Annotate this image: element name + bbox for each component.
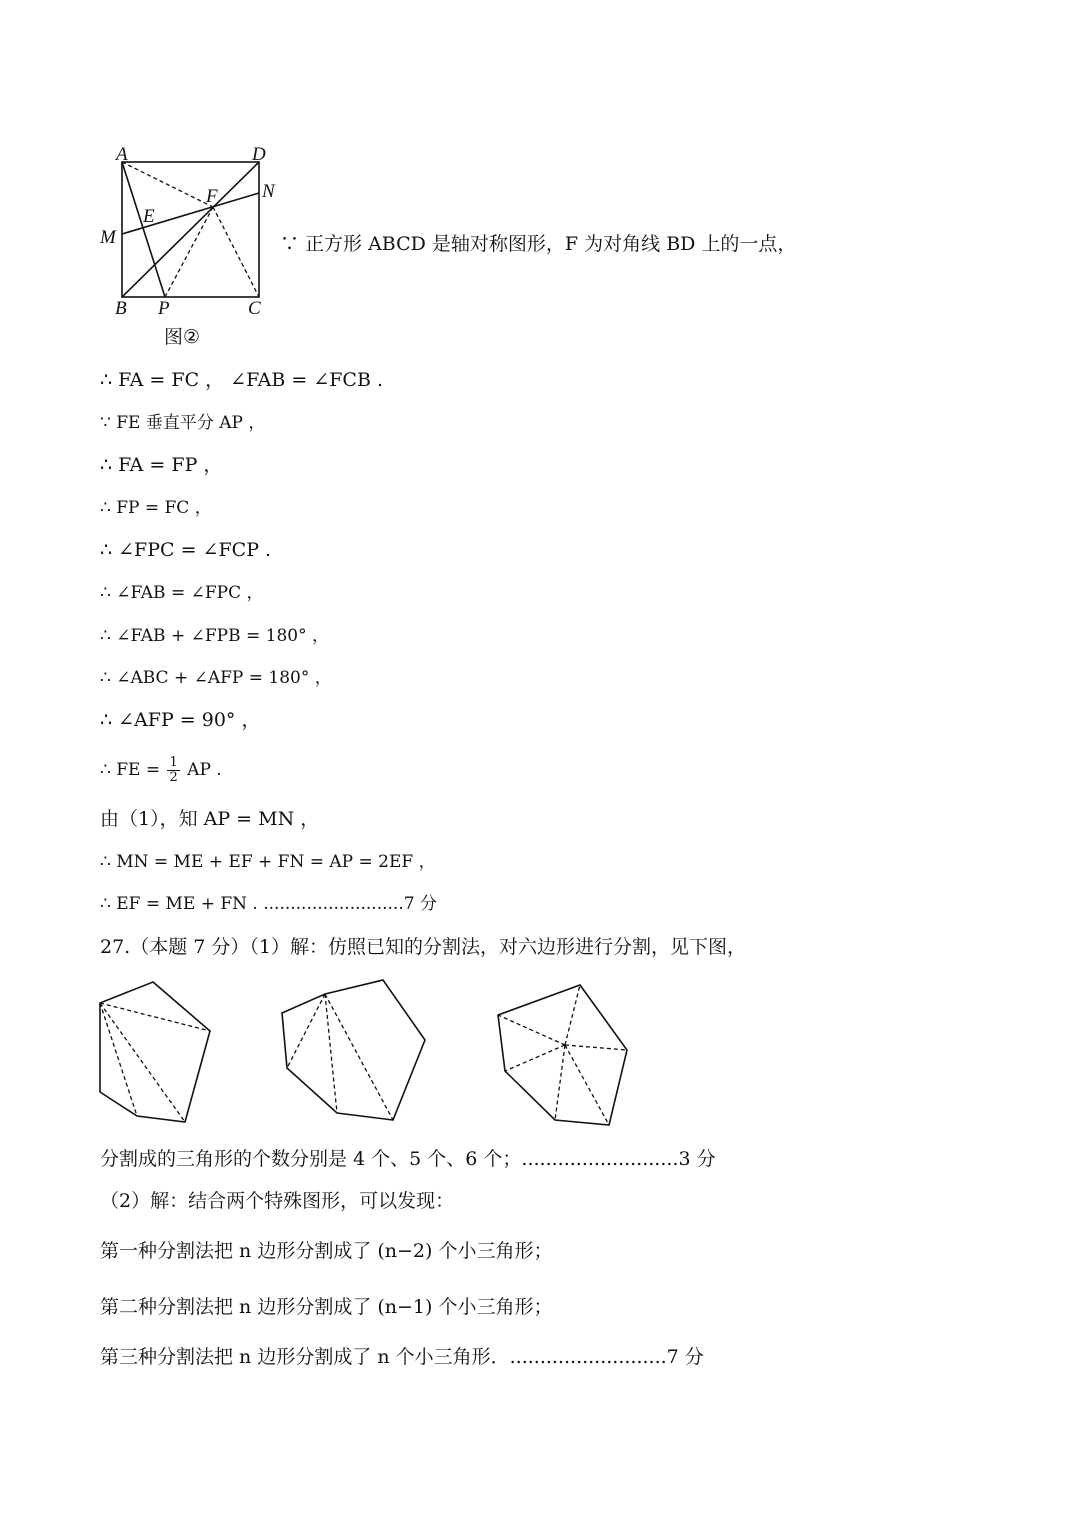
proof-line-3: ∵ FE 垂直平分 AP ， xyxy=(100,413,266,433)
proof-line-13: ∴ EF = ME + FN . ..........................7 分 xyxy=(100,894,437,914)
fraction-suffix: AP . xyxy=(187,760,222,780)
proof-line-8: ∴ ∠FAB + ∠FPB = 180° ， xyxy=(100,626,329,646)
proof-line-1: ∵ 正方形 ABCD 是轴对称图形，F 为对角线 BD 上的一点， xyxy=(280,233,797,255)
proof-line-6: ∴ ∠FPC = ∠FCP . xyxy=(100,539,272,561)
fraction-one-half xyxy=(167,756,179,785)
q27-method-3: 第三种分割法把 n 边形分割成了 n 个小三角形．..........................7 分 xyxy=(100,1346,704,1368)
proof-line-7: ∴ ∠FAB = ∠FPC ， xyxy=(100,583,264,603)
label-d: D xyxy=(252,144,266,165)
figure-2-caption: 图② xyxy=(164,326,201,348)
proof-line-12: ∴ MN = ME + EF + FN = AP = 2EF ， xyxy=(100,852,436,872)
proof-line-11: 由（1），知 AP = MN ， xyxy=(100,808,320,830)
q27-result: 分割成的三角形的个数分别是 4 个、5 个、6 个；..........................3 分 xyxy=(100,1148,716,1170)
q27-heading: 27.（本题 7 分）（1）解：仿照已知的分割法，对六边形进行分割，见下图， xyxy=(100,936,746,958)
proof-line-2: ∴ FA = FC ， ∠FAB = ∠FCB . xyxy=(100,369,383,391)
proof-line-9: ∴ ∠ABC + ∠AFP = 180° ， xyxy=(100,668,332,688)
label-e: E xyxy=(143,206,155,227)
fraction-numerator: 1 xyxy=(169,755,178,770)
proof-line-5: ∴ FP = FC ， xyxy=(100,498,212,518)
proof-fraction-line xyxy=(100,756,222,785)
fraction-prefix: ∴ FE = xyxy=(100,760,161,780)
label-n: N xyxy=(262,181,275,202)
q27-method-1: 第一种分割法把 n 边形分割成了 (n−2) 个小三角形； xyxy=(100,1240,553,1262)
fraction-denominator: 2 xyxy=(169,770,178,785)
label-c: C xyxy=(248,298,261,319)
q27-method-2: 第二种分割法把 n 边形分割成了 (n−1) 个小三角形； xyxy=(100,1296,553,1318)
label-p: P xyxy=(158,298,170,319)
proof-line-10: ∴ ∠AFP = 90° ， xyxy=(100,709,261,731)
proof-line-4: ∴ FA = FP ， xyxy=(100,454,223,476)
label-m: M xyxy=(100,227,116,248)
q27-part2: （2）解：结合两个特殊图形，可以发现： xyxy=(100,1190,455,1212)
label-b: B xyxy=(115,298,127,319)
label-a: A xyxy=(116,144,128,165)
label-f: F xyxy=(206,186,218,207)
figure-2-square-diagram xyxy=(0,0,275,319)
